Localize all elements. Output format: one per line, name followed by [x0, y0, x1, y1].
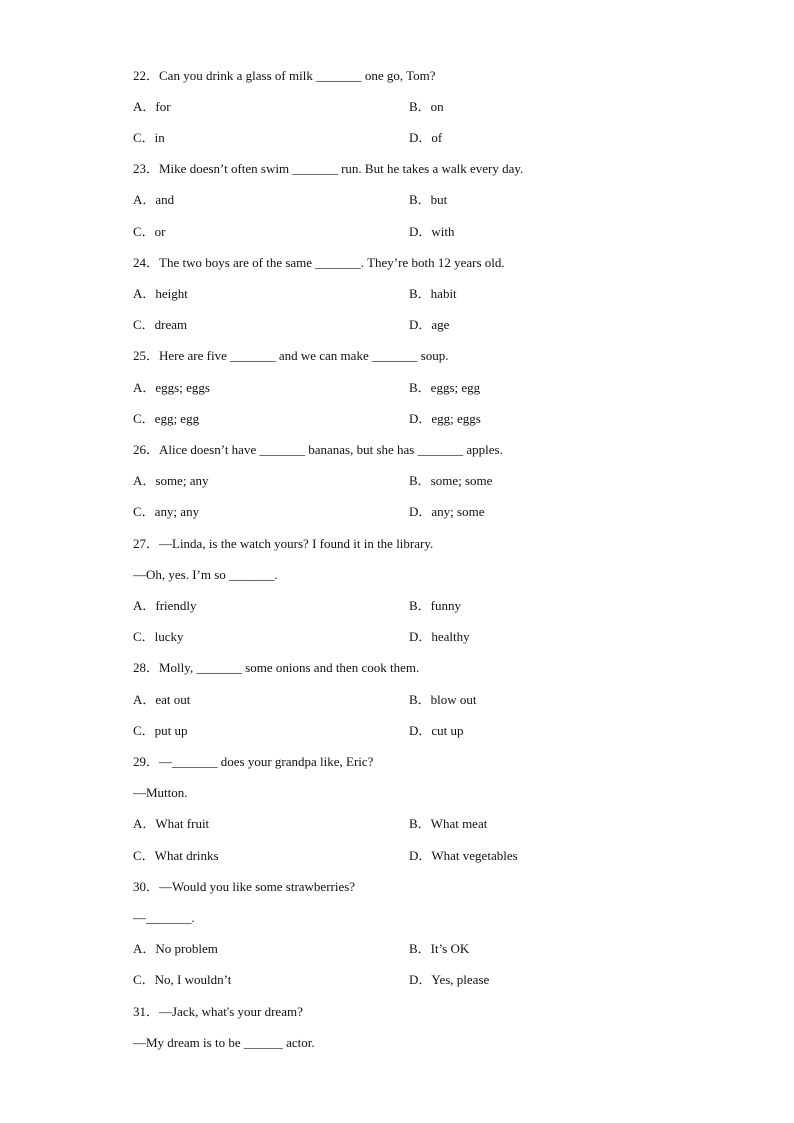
question-31-reply: —My dream is to be ______ actor. [133, 1035, 315, 1050]
question-24-option-b: B．habit [409, 286, 457, 301]
question-23-option-b: B．but [409, 192, 448, 207]
question-25-option-d: D．egg; eggs [409, 411, 481, 426]
question-28-stem: 28．Molly, _______ some onions and then cook them. [133, 660, 420, 675]
question-24-option-c: C．dream [133, 317, 188, 332]
question-28-option-c: C．put up [133, 723, 188, 738]
question-24-stem: 24．The two boys are of the same _______. They’re both 12 years old. [133, 255, 505, 270]
question-30-option-d: D．Yes, please [409, 972, 490, 987]
question-26-option-d: D．any; some [409, 504, 485, 519]
question-29-stem: 29．—_______ does your grandpa like, Eric? [133, 754, 374, 769]
question-27-stem: 27．—Linda, is the watch yours? I found it in the library. [133, 536, 434, 551]
question-23-option-d: D．with [409, 224, 455, 239]
question-29-option-a: A．What fruit [133, 816, 210, 831]
question-25-stem: 25．Here are five _______ and we can make _______ soup. [133, 348, 449, 363]
question-27-reply: —Oh, yes. I’m so _______. [133, 567, 278, 582]
question-27-option-a: A．friendly [133, 598, 197, 613]
question-25-option-c: C．egg; egg [133, 411, 200, 426]
question-24-option-d: D．age [409, 317, 450, 332]
question-27-option-d: D．healthy [409, 629, 470, 644]
question-22-option-b: B．on [409, 99, 444, 114]
question-29-option-c: C．What drinks [133, 848, 219, 863]
question-27-option-b: B．funny [409, 598, 462, 613]
question-22-option-a: A．for [133, 99, 171, 114]
question-23-stem: 23．Mike doesn’t often swim _______ run. But he takes a walk every day. [133, 161, 524, 176]
question-28-option-d: D．cut up [409, 723, 464, 738]
question-26-stem: 26．Alice doesn’t have _______ bananas, but she has _______ apples. [133, 442, 503, 457]
question-24-option-a: A．height [133, 286, 188, 301]
question-30-option-a: A．No problem [133, 941, 218, 956]
question-22-stem: 22．Can you drink a glass of milk _______ one go, Tom? [133, 68, 436, 83]
question-26-option-b: B．some; some [409, 473, 493, 488]
question-30-reply: —_______. [133, 910, 195, 925]
question-29-option-b: B．What meat [409, 816, 488, 831]
question-23-option-a: A．and [133, 192, 175, 207]
question-30-stem: 30．—Would you like some strawberries? [133, 879, 356, 894]
question-23-option-c: C．or [133, 224, 166, 239]
question-29-reply: —Mutton. [133, 785, 188, 800]
question-30-option-c: C．No, I wouldn’t [133, 972, 232, 987]
question-22-option-d: D．of [409, 130, 443, 145]
question-28-option-a: A．eat out [133, 692, 191, 707]
question-26-option-c: C．any; any [133, 504, 200, 519]
question-30-option-b: B．It’s OK [409, 941, 470, 956]
question-27-option-c: C．lucky [133, 629, 184, 644]
question-25-option-a: A．eggs; eggs [133, 380, 210, 395]
question-26-option-a: A．some; any [133, 473, 209, 488]
question-25-option-b: B．eggs; egg [409, 380, 481, 395]
question-28-option-b: B．blow out [409, 692, 477, 707]
question-29-option-d: D．What vegetables [409, 848, 518, 863]
question-22-option-c: C．in [133, 130, 165, 145]
question-31-stem: 31．—Jack, what's your dream? [133, 1004, 303, 1019]
